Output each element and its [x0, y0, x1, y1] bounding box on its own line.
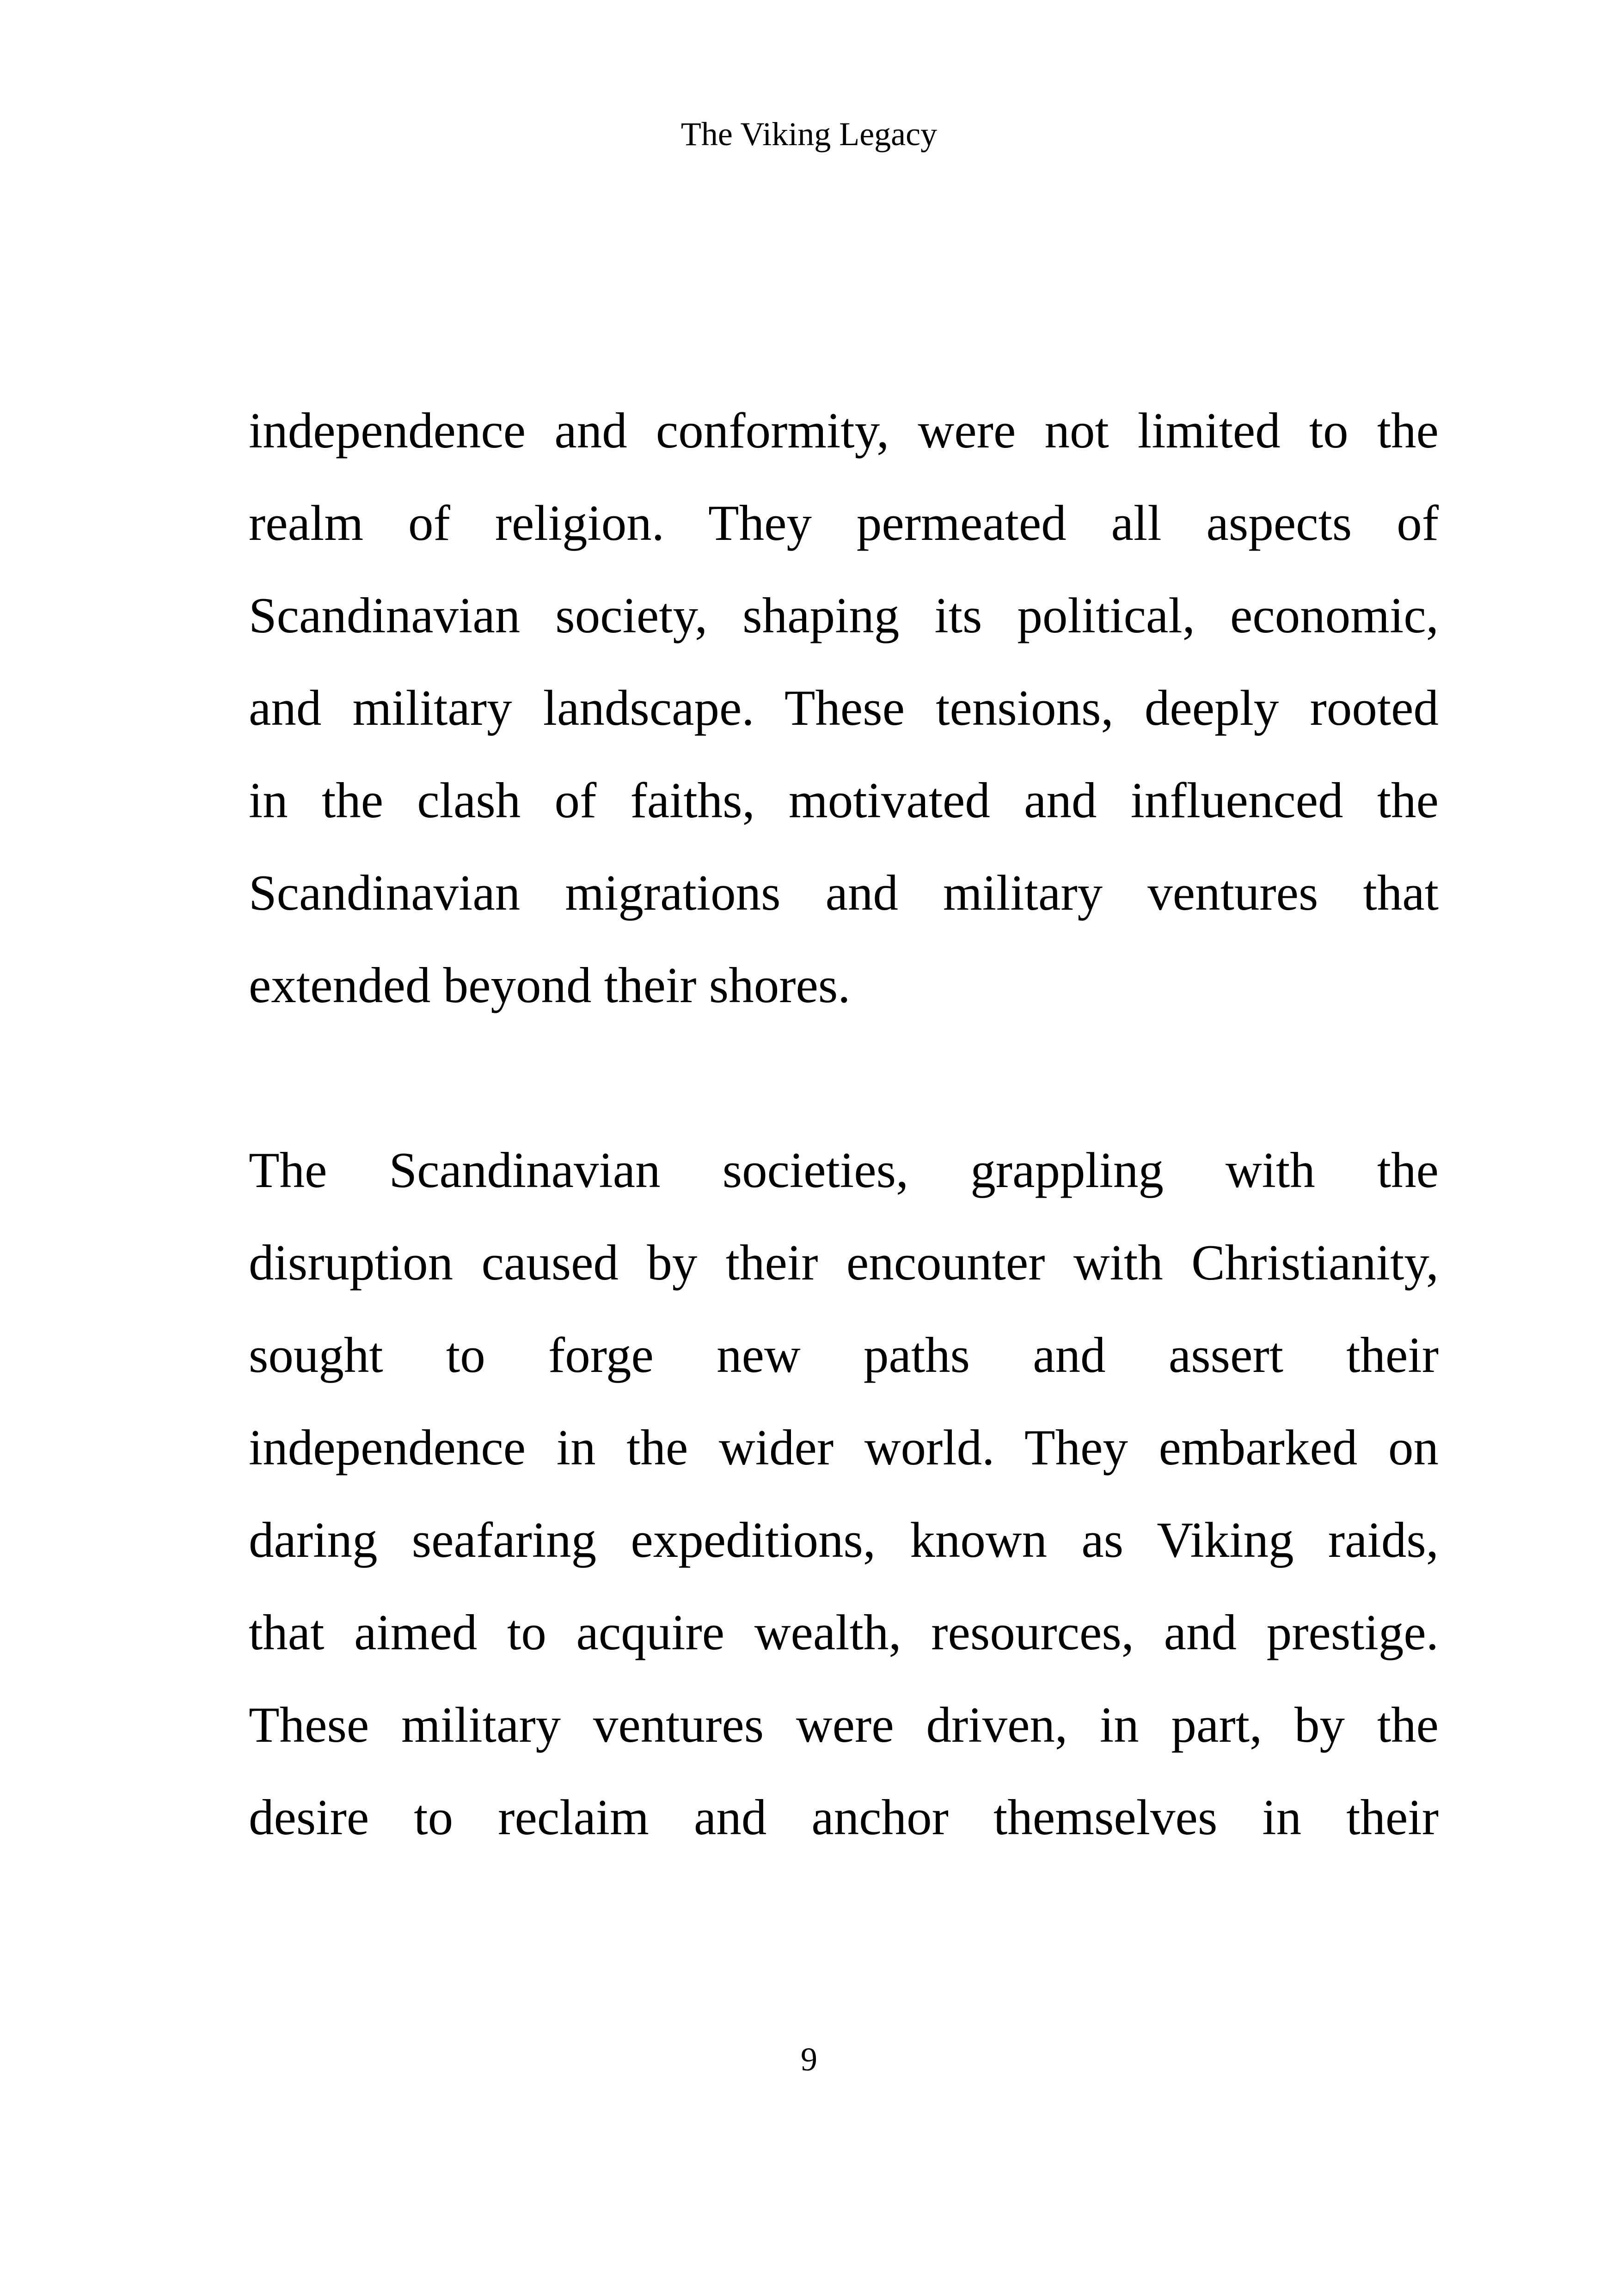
text-line: disruption caused by their encounter with Christianity, — [249, 1235, 1439, 1291]
text-line: realm of religion. They permeated all aspects of — [249, 495, 1439, 551]
text-line: extended beyond their shores. — [249, 957, 851, 1013]
text-line: independence and conformity, were not limited to the — [249, 403, 1439, 459]
text-line: independence in the wider world. They embarked on — [249, 1420, 1439, 1476]
text-line: and military landscape. These tensions, deeply rooted — [249, 680, 1439, 736]
paragraph-2 — [249, 1124, 1439, 1864]
page-number: 9 — [801, 2041, 817, 2078]
text-line: sought to forge new paths and assert their — [249, 1327, 1439, 1383]
text-line: These military ventures were driven, in part, by the — [249, 1697, 1439, 1753]
text-line: Scandinavian society, shaping its political, economic, — [249, 588, 1439, 643]
text-line: desire to reclaim and anchor themselves in their — [249, 1789, 1439, 1845]
paragraph-1 — [249, 385, 1439, 1032]
text-line: The Scandinavian societies, grappling with the — [249, 1142, 1439, 1198]
running-header: The Viking Legacy — [680, 116, 938, 153]
text-line: in the clash of faiths, motivated and influenced the — [249, 772, 1439, 828]
text-line: Scandinavian migrations and military ventures that — [249, 865, 1439, 921]
paragraph-spacer — [249, 1032, 1439, 1124]
text-line: that aimed to acquire wealth, resources, and prestige. — [249, 1604, 1439, 1660]
body-text — [249, 385, 1439, 1864]
text-line: daring seafaring expeditions, known as Viking raids, — [249, 1512, 1439, 1568]
